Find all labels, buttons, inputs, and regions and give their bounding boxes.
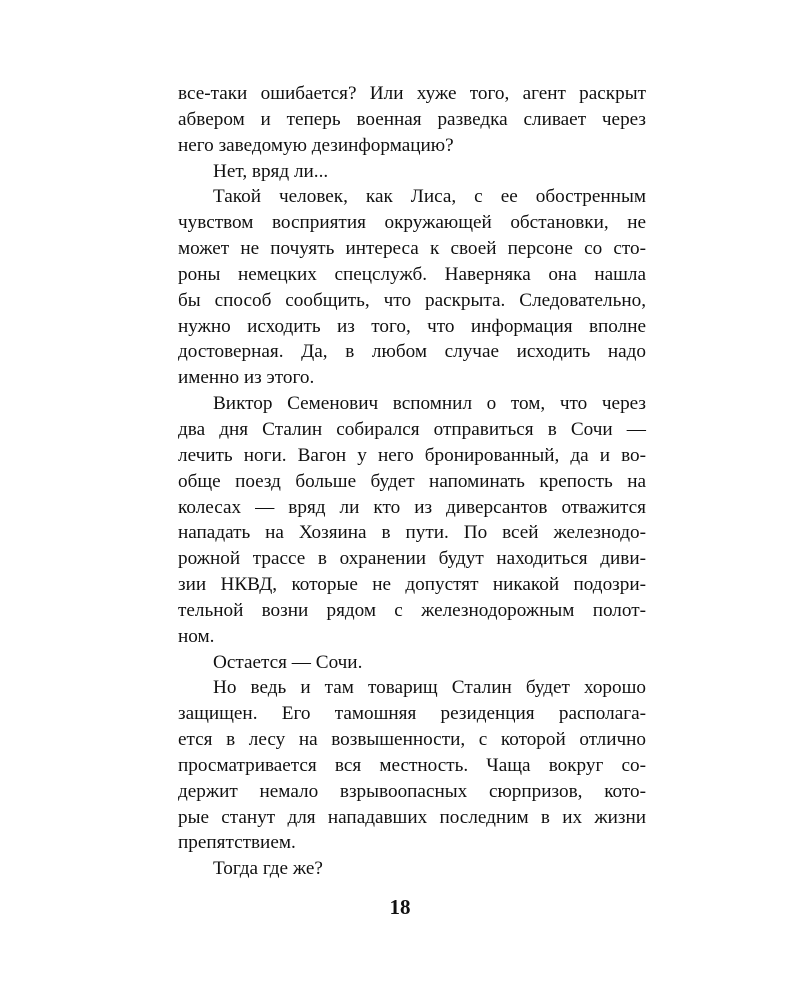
text-line: ном. — [178, 625, 215, 647]
text-line: роны немецких спецслужб. Наверняка она нашла — [178, 263, 646, 285]
text-line: достоверная. Да, в любом случае исходить надо — [178, 341, 646, 363]
text-line: может не почуять интереса к своей персоне со сто- — [178, 238, 646, 260]
text-line: него заведомую дезинформацию? — [178, 134, 454, 156]
body-text — [178, 81, 646, 882]
text-line: лечить ноги. Вагон у него бронированный, да и во- — [178, 444, 646, 466]
text-line: зии НКВД, которые не допустят никакой подозри- — [178, 574, 646, 596]
text-line: тельной возни рядом с железнодорожным полот- — [178, 599, 646, 621]
text-line: колесах — вряд ли кто из диверсантов отважится — [178, 496, 646, 518]
text-line: нужно исходить из того, что информация вполне — [178, 315, 646, 337]
text-line: обще поезд больше будет напоминать крепость на — [178, 470, 646, 492]
text-line: именно из этого. — [178, 367, 315, 389]
text-line: два дня Сталин собирался отправиться в Сочи — — [178, 418, 646, 440]
text-line: чувством восприятия окружающей обстановки, не — [178, 212, 646, 234]
text-line: Такой человек, как Лиса, с ее обостренным — [213, 186, 646, 208]
text-line: бы способ сообщить, что раскрыта. Следовательно, — [178, 289, 646, 311]
text-line: просматривается вся местность. Чаща вокруг со- — [178, 754, 646, 776]
text-line: держит немало взрывоопасных сюрпризов, кото- — [178, 780, 646, 802]
text-line: Но ведь и там товарищ Сталин будет хорошо — [213, 677, 646, 699]
text-line: Остается — Сочи. — [213, 651, 363, 673]
text-line: Нет, вряд ли... — [213, 160, 329, 182]
text-line: все-таки ошибается? Или хуже того, агент раскрыт — [178, 83, 646, 104]
text-line: препятствием. — [178, 832, 296, 854]
text-line: Виктор Семенович вспомнил о том, что через — [213, 393, 646, 415]
text-line: защищен. Его тамошняя резиденция располага- — [178, 703, 646, 725]
page-number: 18 — [389, 895, 411, 919]
text-line: абвером и теперь военная разведка сливает через — [178, 108, 646, 130]
text-line: Тогда где же? — [213, 858, 323, 880]
text-line: рожной трассе в охранении будут находиться диви- — [178, 548, 646, 570]
text-line: ется в лесу на возвышенности, с которой отлично — [178, 729, 646, 751]
text-line: нападать на Хозяина в пути. По всей железнодо- — [178, 522, 646, 544]
text-line: рые станут для нападавших последним в их жизни — [178, 806, 646, 828]
